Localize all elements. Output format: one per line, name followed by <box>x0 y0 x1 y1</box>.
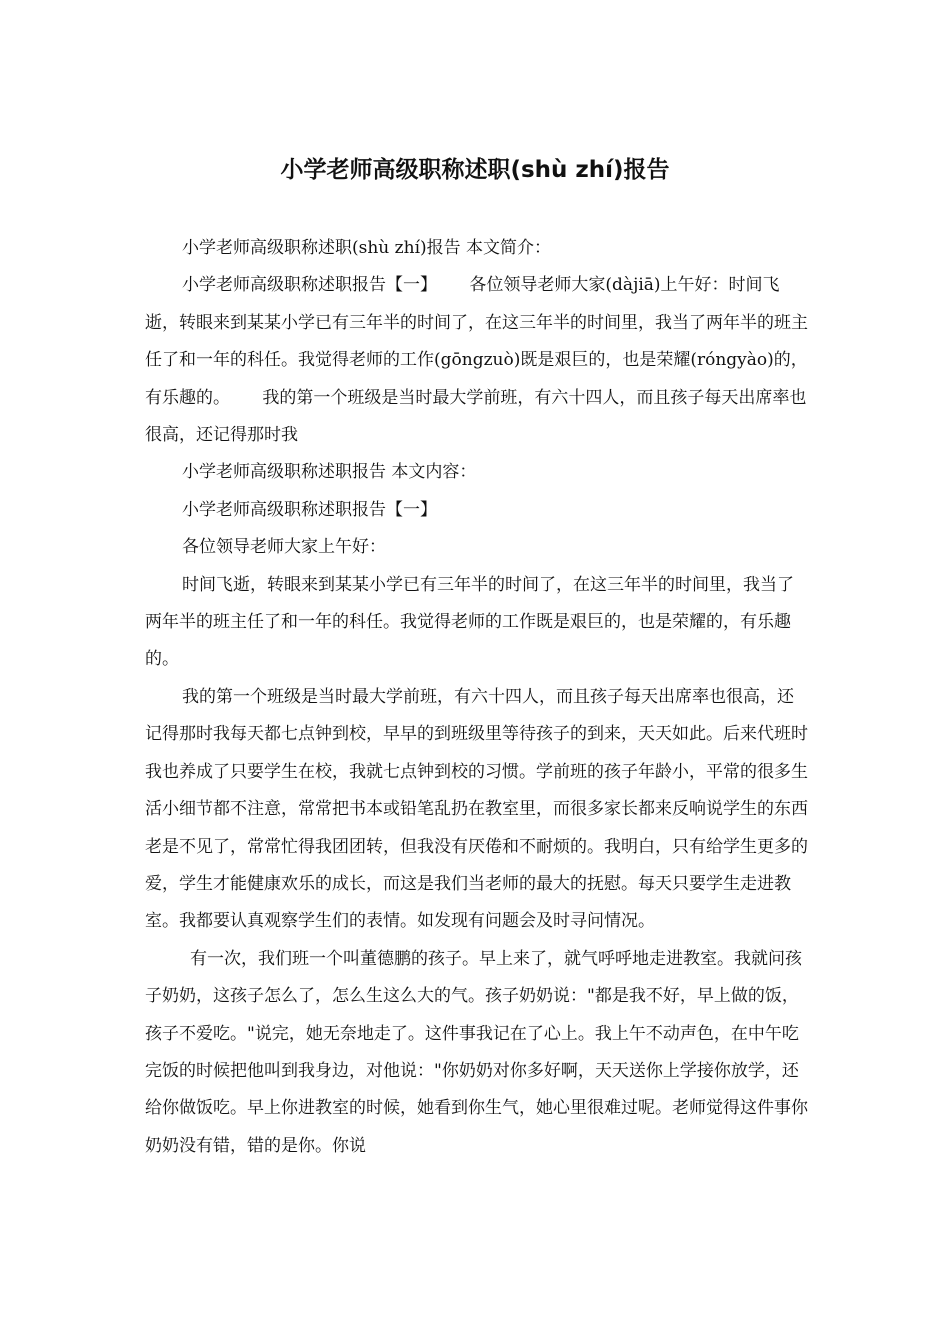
body-paragraph: 小学老师高级职称述职(shù zhí)报告 本文简介： <box>182 238 552 258</box>
body-paragraph: 有一次，我们班一个叫董德鹏的孩子。早上来了，就气呼呼地走进教室。我就问孩子奶奶，这孩子怎么了，怎么生这么大的气。孩子奶奶说："都是我不好，早上做的饭，孩子不爱吃。"说完，她无奈地走了。这件事我记在了心上。我上午不动声色，在中午吃完饭的时候把他叫到我身边，对他说："你奶奶对你多好啊，天天送你上学接你放学，还给你做饭吃。早上你进教室的时候，她看到你生气，她心里很难过呢。老师觉得这件事你奶奶没有错，错的是你。你说 <box>145 948 808 1156</box>
body-paragraph: 小学老师高级职称述职报告【一】 各位领导老师大家(dàjiā)上午好：时间飞逝，转眼来到某某小学已有三年半的时间了，在这三年半的时间里，我当了两年半的班主任了和一年的科任。我觉得老师的工作(gōngzuò)既是艰巨的，也是荣耀(róngyào)的，有乐趣的。 我的第一个班级是当时最大学前班，有六十四人，而且孩子每天出席率也很高，还记得那时我 <box>145 275 808 446</box>
document-body <box>145 230 810 1165</box>
body-paragraph: 我的第一个班级是当时最大学前班，有六十四人，而且孩子每天出席率也很高，还记得那时我每天都七点钟到校，早早的到班级里等待孩子的到来，天天如此。后来代班时我也养成了只要学生在校，我就七点钟到校的习惯。学前班的孩子年龄小，平常的很多生活小细节都不注意，常常把书本或铅笔乱扔在教室里，而很多家长都来反响说学生的东西老是不见了，常常忙得我团团转，但我没有厌倦和不耐烦的。我明白，只有给学生更多的爱，学生才能健康欢乐的成长，而这是我们当老师的最大的抚慰。每天只要学生走进教室。我都要认真观察学生们的表情。如发现有问题会及时寻问情况。 <box>145 686 808 932</box>
body-paragraph: 小学老师高级职称述职报告【一】 <box>182 499 437 520</box>
document-title: 小学老师高级职称述职(shù zhí)报告 <box>280 157 670 183</box>
body-paragraph: 各位领导老师大家上午好： <box>182 537 386 558</box>
body-paragraph: 时间飞逝，转眼来到某某小学已有三年半的时间了，在这三年半的时间里，我当了两年半的班主任了和一年的科任。我觉得老师的工作既是艰巨的，也是荣耀的，有乐趣的。 <box>145 574 794 670</box>
body-paragraph: 小学老师高级职称述职报告 本文内容： <box>182 462 477 483</box>
